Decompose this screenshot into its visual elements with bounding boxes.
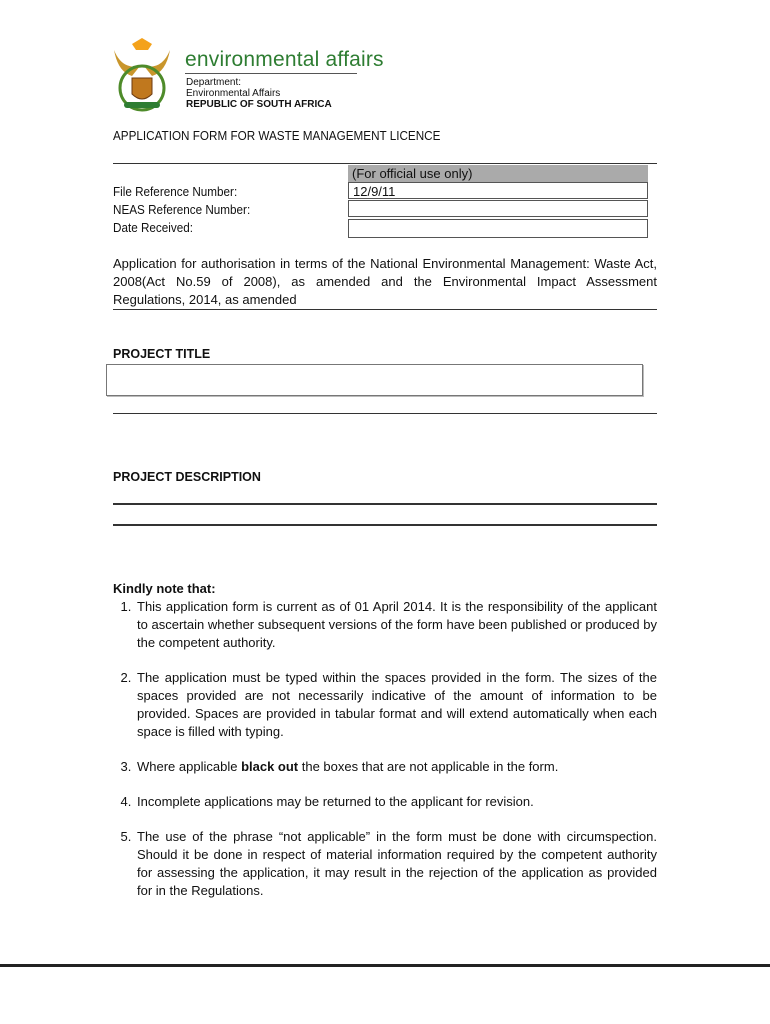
notes-list <box>113 598 657 917</box>
coat-of-arms-logo <box>110 36 174 112</box>
intro-text: Application for authorisation in terms of the National Environmental Management: Waste Act, 2008(Act No.59 of 2008), as amended and the Environmental Impact Assessment Regulations, 2014, as amended <box>113 256 657 307</box>
form-title: APPLICATION FORM FOR WASTE MANAGEMENT LICENCE <box>113 128 441 143</box>
project-title-field[interactable] <box>106 364 643 396</box>
neas-ref-field[interactable] <box>348 200 648 217</box>
note-item: 2. The application must be typed within the spaces provided in the form. The sizes of the spaces provided are not necessarily indicative of the amount of information to be provided. Spaces are provided in tabular format and will extend automatically when each space is filled with typing. <box>135 669 657 741</box>
dept-label: Department: <box>186 77 242 88</box>
note-bold: black out <box>241 759 299 774</box>
note-item: 1. This application form is current as of 01 April 2014. It is the responsibility of the applicant to ascertain whether subsequent versions of the form have been published or produced by the competent authority. <box>135 598 657 652</box>
file-ref-field[interactable]: 12/9/11 <box>348 182 648 199</box>
date-received-field[interactable] <box>348 219 648 238</box>
note-item <box>135 758 657 776</box>
file-ref-label: File Reference Number: <box>113 184 238 199</box>
country: REPUBLIC OF SOUTH AFRICA <box>186 99 332 110</box>
notes-heading: Kindly note that: <box>113 581 216 596</box>
note-text: Where applicable <box>137 759 242 774</box>
dept-name: Environmental Affairs <box>186 88 281 99</box>
project-title-label: PROJECT TITLE <box>113 347 211 361</box>
note-item: 4. Incomplete applications may be returned to the applicant for revision. <box>135 793 657 811</box>
page-divider <box>0 964 770 967</box>
date-received-label: Date Received: <box>113 220 194 235</box>
official-use-caption: (For official use only) <box>348 165 648 182</box>
note-item: 5. The use of the phrase “not applicable” in the form must be done with circumspection. Should it be done in respect of material information required by the competent authority for assessing the application, it may result in the rejection of the application as provided for in the Regulations. <box>135 828 657 900</box>
department-block <box>186 77 332 110</box>
neas-ref-label: NEAS Reference Number: <box>113 202 251 217</box>
brand-name: environmental affairs <box>185 48 384 71</box>
note-text: the boxes that are not applicable in the form. <box>298 759 559 774</box>
project-description-label: PROJECT DESCRIPTION <box>113 470 261 484</box>
